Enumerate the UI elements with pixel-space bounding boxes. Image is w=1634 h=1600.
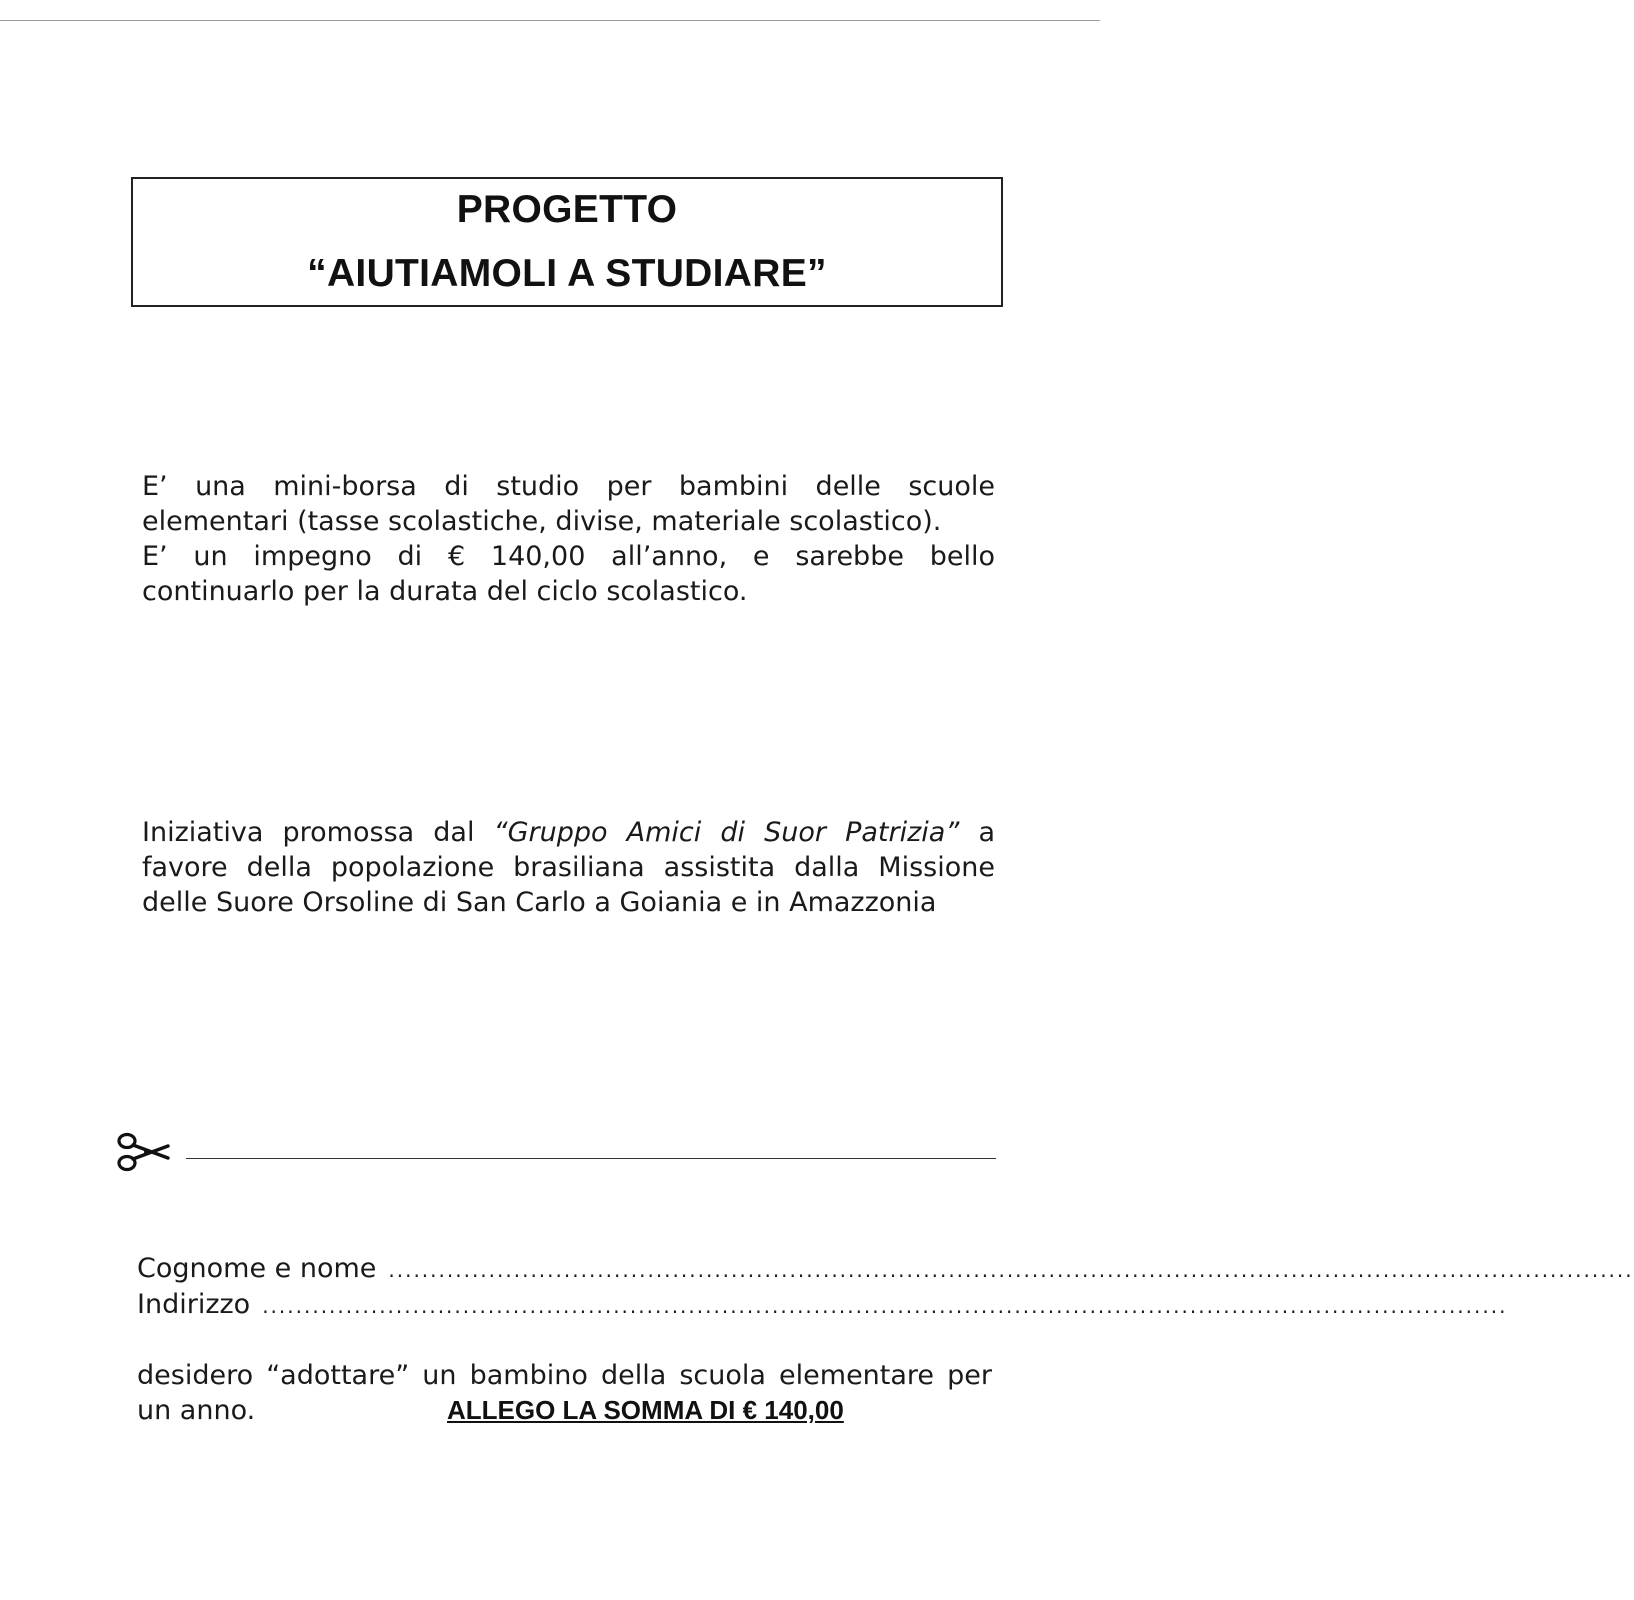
initiative-suffix: a <box>959 817 995 848</box>
initiative-line-3: delle Suore Orsoline di San Carlo a Goiania e in Amazzonia <box>142 887 937 918</box>
closing-line-1: desidero “adottare” un bambino della scuola elementare per <box>137 1360 992 1391</box>
name-field-row[interactable] <box>137 1251 1634 1288</box>
scissors-icon <box>116 1130 170 1174</box>
top-scan-rule <box>0 20 1100 21</box>
initiative-prefix: Iniziativa promossa dal <box>142 817 494 848</box>
address-dotted-line[interactable]: ..................................................................................................................................................... <box>262 1294 1508 1318</box>
payment-note: ALLEGO LA SOMMA DI € 140,00 <box>447 1395 844 1425</box>
address-field-row[interactable] <box>137 1287 1508 1324</box>
initiative-line-1 <box>142 815 995 850</box>
closing-line-2 <box>137 1393 992 1428</box>
initiative-paragraph <box>142 815 995 920</box>
closing-paragraph <box>137 1358 992 1428</box>
title-line-2: “AIUTIAMOLI A STUDIARE” <box>307 252 827 295</box>
initiative-line-2: favore della popolazione brasiliana assistita dalla Missione <box>142 852 995 883</box>
description-line-2: elementari (tasse scolastiche, divise, materiale scolastico). <box>142 506 942 537</box>
description-line-3: E’ un impegno di € 140,00 all’anno, e sarebbe bello <box>142 541 995 572</box>
name-label: Cognome e nome <box>137 1253 377 1284</box>
cut-here-row <box>116 1130 996 1174</box>
address-label: Indirizzo <box>137 1289 251 1320</box>
group-name: “Gruppo Amici di Suor Patrizia” <box>493 817 960 848</box>
description-line-1: E’ una mini-borsa di studio per bambini delle scuole <box>142 471 995 502</box>
title-box <box>131 177 1003 307</box>
cut-line <box>186 1158 996 1159</box>
closing-line-2-text: un anno. <box>137 1395 256 1426</box>
name-dotted-line[interactable]: ..................................................................................................................................................... <box>388 1258 1634 1282</box>
description-paragraph <box>142 469 995 609</box>
description-line-4: continuarlo per la durata del ciclo scolastico. <box>142 576 748 607</box>
title-line-1: PROGETTO <box>456 188 678 231</box>
